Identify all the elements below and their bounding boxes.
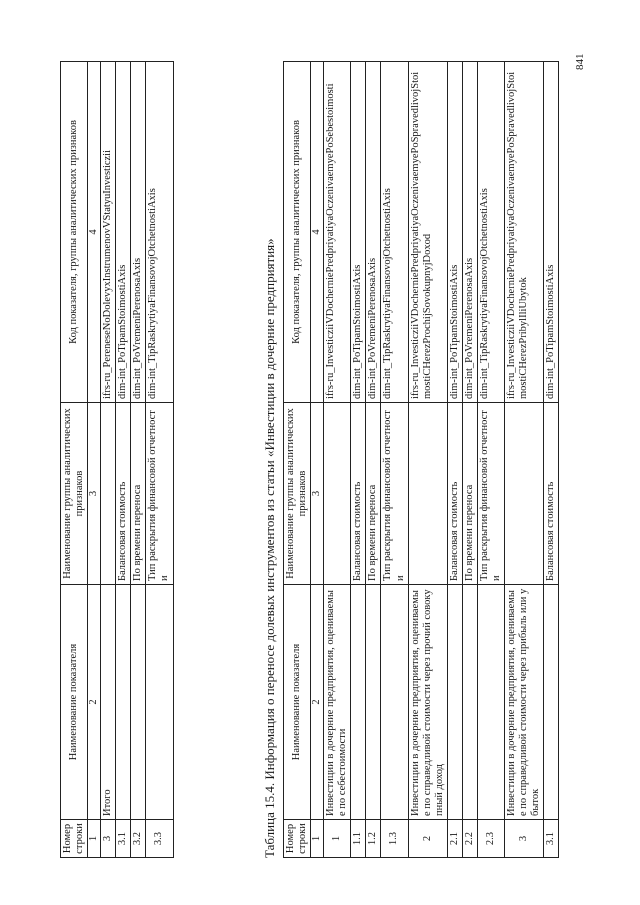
row-code: dim-int_TipRaskrytiyaFinansovojOtchetnostiAxis [146, 62, 173, 403]
row-group-name: Тип раскрытия финансовой отчетности [381, 403, 408, 585]
row-group-name: Балансовая стоимость [116, 403, 131, 585]
page-number: 841 [574, 53, 586, 70]
row-group-name [408, 403, 447, 585]
header-indicator-name: Наименование показателя [61, 585, 88, 820]
table-row [131, 62, 146, 858]
row-group-name: Тип раскрытия финансовой отчетности [477, 403, 504, 585]
row-indicator-name [477, 585, 504, 820]
index-cell: 3 [88, 403, 101, 585]
row-code: dim-int_PoTipamStoimostiAxis [116, 62, 131, 403]
table-row [381, 62, 408, 858]
row-indicator-name [116, 585, 131, 820]
row-indicator-name [351, 585, 366, 820]
header-row-number: Номер строки [284, 820, 311, 858]
table-row [366, 62, 381, 858]
row-number: 1 [324, 820, 351, 858]
header-indicator-name: Наименование показателя [284, 585, 311, 820]
row-number: 1.2 [366, 820, 381, 858]
table-header-row [284, 62, 311, 858]
table-row [462, 62, 477, 858]
row-indicator-name [462, 585, 477, 820]
row-number: 3.2 [131, 820, 146, 858]
row-indicator-name [146, 585, 173, 820]
row-number: 1.3 [381, 820, 408, 858]
row-group-name: Тип раскрытия финансовой отчетности [146, 403, 173, 585]
row-number: 3.1 [116, 820, 131, 858]
index-cell: 2 [311, 585, 324, 820]
table-row [505, 62, 544, 858]
row-indicator-name: Инвестиции в дочерние предприятия, оцениваемые по справедливой стоимости через прочий совокупный доход [408, 585, 447, 820]
table-index-row [311, 62, 324, 858]
row-group-name: По времени переноса [366, 403, 381, 585]
table-row [544, 62, 559, 858]
table-row [101, 62, 116, 858]
row-indicator-name [381, 585, 408, 820]
index-cell: 4 [88, 62, 101, 403]
row-group-name [324, 403, 351, 585]
table-header-row [61, 62, 88, 858]
row-group-name: Балансовая стоимость [351, 403, 366, 585]
row-indicator-name: Инвестиции в дочерние предприятия, оцениваемые по себестоимости [324, 585, 351, 820]
table-row [477, 62, 504, 858]
row-code: dim-int_PoVremeniPerenosaAxis [366, 62, 381, 403]
row-number: 2.1 [447, 820, 462, 858]
row-number: 3 [101, 820, 116, 858]
table-row [116, 62, 131, 858]
table-row [408, 62, 447, 858]
index-cell: 1 [311, 820, 324, 858]
row-code: dim-int_PoVremeniPerenosaAxis [131, 62, 146, 403]
row-code: ifrs-ru_InvesticziiVDocherniePredpriyatiyaOczenivaemyePoSebestoimosti [324, 62, 351, 403]
row-group-name [505, 403, 544, 585]
table-row [351, 62, 366, 858]
row-code: dim-int_PoTipamStoimostiAxis [351, 62, 366, 403]
table-disclosure-total [60, 61, 174, 858]
header-group-name: Наименование группы аналитических признаков [61, 403, 88, 585]
row-indicator-name: Инвестиции в дочерние предприятия, оцениваемые по справедливой стоимости через прибыль или убыток [505, 585, 544, 820]
row-code: ifrs-ru_PereneseNoDolevyxInstrumenovVStatyuInvesticzii [101, 62, 116, 403]
row-code: ifrs-ru_InvesticziiVDocherniePredpriyatiyaOczenivaemyePoSpravedlivojStoimostiCHerezProchijSovokupnyjDoxod [408, 62, 447, 403]
row-indicator-name [447, 585, 462, 820]
index-cell: 3 [311, 403, 324, 585]
table-caption: Таблица 15.4. Информация о переносе долевых инструментов из статьи «Инвестиции в дочерние предприятия» [262, 238, 277, 858]
header-code: Код показателя, группы аналитических признаков [61, 62, 88, 403]
row-code: ifrs-ru_InvesticziiVDocherniePredpriyatiyaOczenivaemyePoSpravedlivojStoimostiCHerezPribylIliUbytok [505, 62, 544, 403]
row-number: 2.3 [477, 820, 504, 858]
row-group-name: Балансовая стоимость [544, 403, 559, 585]
table-row [146, 62, 173, 858]
table-index-row [88, 62, 101, 858]
index-cell: 2 [88, 585, 101, 820]
row-number: 3 [505, 820, 544, 858]
row-number: 3.3 [146, 820, 173, 858]
header-row-number: Номер строки [61, 820, 88, 858]
row-group-name: По времени переноса [131, 403, 146, 585]
row-code: dim-int_TipRaskrytiyaFinansovojOtchetnostiAxis [477, 62, 504, 403]
table-subsidiary-investments [283, 61, 559, 858]
row-number: 1.1 [351, 820, 366, 858]
header-group-name: Наименование группы аналитических признаков [284, 403, 311, 585]
row-indicator-name: Итого [101, 585, 116, 820]
index-cell: 1 [88, 820, 101, 858]
row-number: 2 [408, 820, 447, 858]
rotated-content [50, 30, 610, 870]
row-code: dim-int_TipRaskrytiyaFinansovojOtchetnostiAxis [381, 62, 408, 403]
row-indicator-name [131, 585, 146, 820]
row-number: 3.1 [544, 820, 559, 858]
table-row [447, 62, 462, 858]
row-code: dim-int_PoTipamStoimostiAxis [544, 62, 559, 403]
row-group-name: По времени переноса [462, 403, 477, 585]
header-code: Код показателя, группы аналитических признаков [284, 62, 311, 403]
row-indicator-name [544, 585, 559, 820]
table-row [324, 62, 351, 858]
row-code: dim-int_PoVremeniPerenosaAxis [462, 62, 477, 403]
row-indicator-name [366, 585, 381, 820]
row-group-name [101, 403, 116, 585]
row-number: 2.2 [462, 820, 477, 858]
row-group-name: Балансовая стоимость [447, 403, 462, 585]
row-code: dim-int_PoTipamStoimostiAxis [447, 62, 462, 403]
index-cell: 4 [311, 62, 324, 403]
